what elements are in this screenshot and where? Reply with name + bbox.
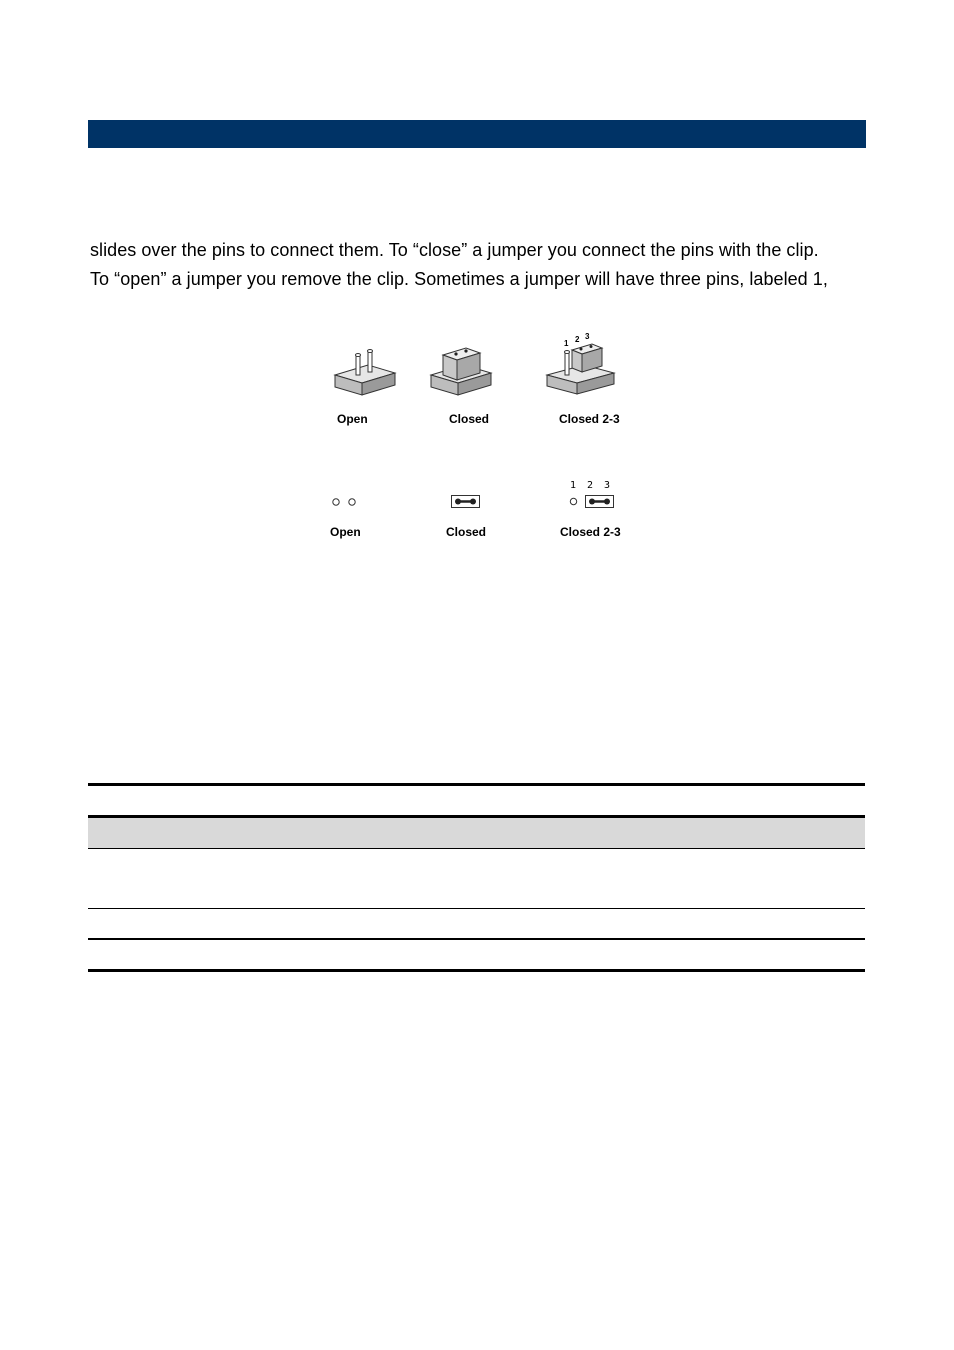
table-row-divider-2 bbox=[88, 908, 865, 909]
paragraph-line-1: slides over the pins to connect them. To “close” a jumper you connect the pins with the clip. bbox=[90, 240, 819, 260]
jumper-3d-closed-illustration bbox=[428, 345, 496, 400]
label-schematic-open: Open bbox=[330, 525, 361, 539]
table-row-divider-3 bbox=[88, 938, 865, 940]
label-3d-closed: Closed bbox=[449, 412, 490, 426]
pin-number-3d-1: 1 bbox=[564, 339, 569, 348]
paragraph-line-2: To “open” a jumper you remove the clip. Sometimes a jumper will have three pins, labeled 1, bbox=[90, 269, 828, 289]
table-row-divider-1 bbox=[88, 848, 865, 849]
jumper-3d-closed-2-3-illustration bbox=[544, 330, 619, 400]
pin-number-3d-2: 2 bbox=[575, 335, 580, 344]
section-header-bar bbox=[88, 120, 866, 148]
pin-number-3: 3 bbox=[604, 480, 611, 491]
table-header-band bbox=[88, 818, 865, 848]
jumper-schematic-closed-2-3-symbol bbox=[567, 494, 615, 509]
table-bottom-rule bbox=[88, 969, 865, 972]
jumper-schematic-open-symbol bbox=[330, 496, 360, 508]
label-3d-open: Open bbox=[337, 412, 368, 426]
label-schematic-closed: Closed bbox=[446, 525, 487, 539]
pin-number-3d-3: 3 bbox=[585, 332, 590, 341]
table-top-rule bbox=[88, 783, 865, 786]
pin-number-2: 2 bbox=[587, 480, 594, 491]
label-3d-closed-2-3: Closed 2-3 bbox=[559, 412, 620, 426]
jumper-3d-open-illustration bbox=[330, 345, 400, 400]
jumper-schematic-closed-symbol bbox=[451, 494, 481, 509]
pin-number-1: 1 bbox=[570, 480, 577, 491]
label-schematic-closed-2-3: Closed 2-3 bbox=[560, 525, 621, 539]
